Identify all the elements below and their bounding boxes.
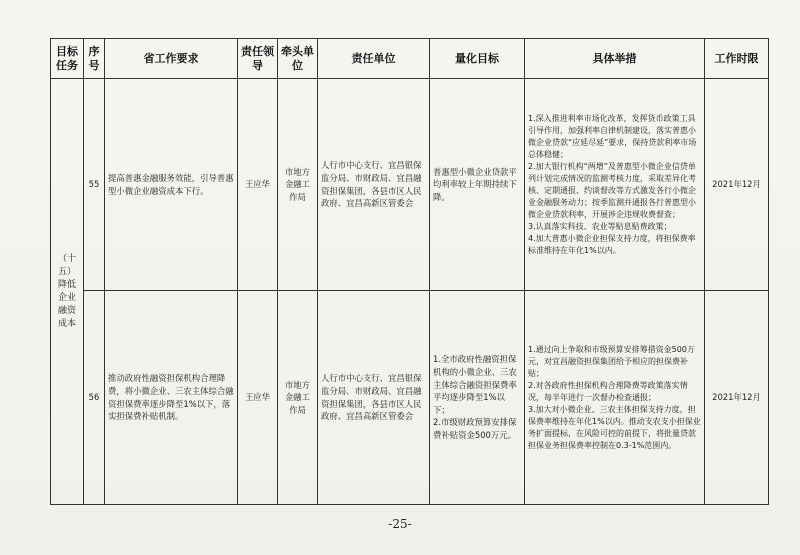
- row-time: 2021年12月: [705, 79, 769, 291]
- table-row: [51, 291, 769, 505]
- header-no: 序号: [84, 39, 105, 79]
- header-leader: 责任领导: [238, 39, 278, 79]
- header-task: 目标任务: [51, 39, 84, 79]
- row-resp-unit: 人行市中心支行、宜昌银保监分局、市财政局、宜昌融资担保集团，各县市区人民政府、宜昌高新区管委会: [318, 79, 430, 291]
- page-number: -25-: [388, 517, 412, 531]
- row-target: 1.全市政府性融资担保机构的小微企业、三农主体综合融资担保费率平均逐步降至1%以下； 2.市级财政预算安排保费补贴资金500万元。: [430, 291, 525, 505]
- row-leader: 王应华: [238, 291, 278, 505]
- row-measures: 1.深入推进利率市场化改革，发挥货币政策工具引导作用，加强利率自律机制建设，落实普惠小微企业贷款“应延尽延”要求，保持贷款利率市场总体稳健； 2.加大银行机构“两增”及普惠型小微企业信贷单列计划完成情况的监测考核力度，采取差异化考核、定期通报、约谈督改等方式激发各行小微企业金融服务动力；按季监测并通报各行普惠型小微企业贷款利率，开展涉企违规收费督查； 3.认真落实科技、农业等贴息贴费政策； 4.加大普惠小微企业担保支持力度，将担保费率标准维持在年化1%以内。: [525, 79, 705, 291]
- row-no: 55: [84, 79, 105, 291]
- table-row: [51, 79, 769, 291]
- row-target: 普惠型小微企业贷款平均利率较上年期持续下降。: [430, 79, 525, 291]
- task-cell: （十五）降低企业融资成本: [51, 79, 84, 505]
- row-lead-unit: 市地方金融工作局: [278, 79, 318, 291]
- row-requirement: 提高普惠金融服务效能，引导普惠型小微企业融资成本下行。: [105, 79, 238, 291]
- work-task-table: [50, 38, 769, 505]
- row-resp-unit: 人行市中心支行、宜昌银保监分局、市财政局、宜昌融资担保集团，各县市区人民政府、宜昌高新区管委会: [318, 291, 430, 505]
- row-time: 2021年12月: [705, 291, 769, 505]
- row-leader: 王应华: [238, 79, 278, 291]
- header-resp-unit: 责任单位: [318, 39, 430, 79]
- row-lead-unit: 市地方金融工作局: [278, 291, 318, 505]
- header-lead-unit: 牵头单位: [278, 39, 318, 79]
- row-no: 56: [84, 291, 105, 505]
- header-time: 工作时限: [705, 39, 769, 79]
- row-measures: 1.通过向上争取和市级预算安排筹措资金500万元，对宜昌融资担保集团给予相应的担保费补贴； 2.对各政府性担保机构合理降费等政策落实情况，每半年进行一次督办检查通报； 3.加大对小微企业、三农主体担保支持力度，担保费率维持在年化1%以内。推动支农支小担保业务扩面提标，在风险可控的前提下，将批量贷款担保业务担保费率控制在0.3-1%范围内。: [525, 291, 705, 505]
- header-requirement: 省工作要求: [105, 39, 238, 79]
- header-measures: 具体举措: [525, 39, 705, 79]
- header-target: 量化目标: [430, 39, 525, 79]
- row-requirement: 推动政府性融资担保机构合理降费，将小微企业、三农主体综合融资担保费率逐步降至1%以下，落实担保费补贴机制。: [105, 291, 238, 505]
- table-header-row: [51, 39, 769, 79]
